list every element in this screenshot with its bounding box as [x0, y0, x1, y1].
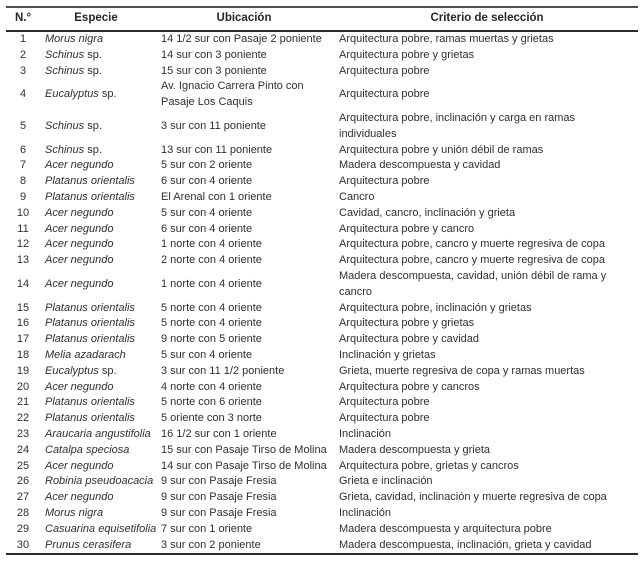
- cell-ubicacion: 4 norte con 4 oriente: [161, 380, 262, 393]
- cell-ubicacion: 9 sur con Pasaje Fresia: [161, 491, 277, 504]
- cell-ubicacion: 14 1/2 sur con Pasaje 2 poniente: [161, 33, 322, 45]
- species-suffix: sp.: [98, 88, 117, 101]
- species-name-italic: Casuarina equisetifolia: [45, 522, 157, 535]
- species-name-italic: Schinus: [45, 143, 85, 156]
- cell-numero: 28: [16, 506, 30, 519]
- cell-ubicacion: 5 sur con 4 oriente: [161, 348, 253, 361]
- cell-numero: 24: [16, 443, 30, 456]
- table-row: [6, 48, 638, 64]
- cell-criterio: Cavidad, cancro, inclinación y grieta: [339, 206, 516, 219]
- cell-numero: 5: [19, 119, 27, 132]
- cell-ubicacion: 5 oriente con 3 norte: [161, 412, 262, 425]
- cell-ubicacion: 9 sur con Pasaje Fresia: [161, 475, 277, 488]
- species-suffix: sp.: [98, 364, 117, 377]
- cell-criterio: Madera descompuesta y grieta: [339, 443, 491, 456]
- cell-especie: [40, 332, 152, 348]
- table-row: [6, 395, 638, 411]
- cell-numero: 26: [16, 475, 30, 488]
- species-name-italic: Platanus orientalis: [45, 396, 135, 409]
- cell-numero: 1: [19, 33, 27, 45]
- cell-especie: [40, 506, 152, 522]
- cell-ubicacion: 6 sur con 4 oriente: [161, 222, 253, 235]
- table-row: [6, 316, 638, 332]
- cell-criterio: Madera descompuesta y arquitectura pobre: [339, 522, 552, 535]
- cell-criterio: Arquitectura pobre y cancros: [339, 380, 480, 393]
- species-name-italic: Acer negundo: [45, 491, 114, 504]
- species-name-italic: Acer negundo: [45, 277, 114, 290]
- cell-numero: 17: [16, 333, 30, 346]
- cell-especie: [40, 301, 152, 317]
- cell-especie: [40, 174, 152, 190]
- table-row: [6, 506, 638, 522]
- cell-criterio: Arquitectura pobre, ramas muertas y grietas: [339, 33, 554, 45]
- cell-especie: [40, 474, 152, 490]
- species-name-italic: Morus nigra: [45, 506, 104, 519]
- cell-especie: [40, 380, 152, 396]
- cell-ubicacion: 9 sur con Pasaje Fresia: [161, 506, 277, 519]
- species-name-italic: Acer negundo: [45, 380, 114, 393]
- cell-ubicacion: 5 sur con 2 oriente: [161, 159, 253, 172]
- cell-especie: [40, 538, 152, 555]
- species-suffix: sp.: [84, 48, 102, 61]
- cell-especie: [40, 31, 152, 48]
- table-row: [6, 190, 638, 206]
- cell-criterio: Arquitectura pobre y grietas: [339, 48, 475, 61]
- table-row: [6, 237, 638, 253]
- cell-ubicacion: 15 sur con 3 poniente: [161, 64, 267, 77]
- cell-criterio: Arquitectura pobre y grietas: [339, 317, 475, 330]
- table-row: [6, 538, 638, 555]
- cell-especie: [40, 395, 152, 411]
- cell-ubicacion: 5 sur con 4 oriente: [161, 206, 253, 219]
- cell-numero: 6: [19, 143, 27, 156]
- cell-criterio: Arquitectura pobre y cancro: [339, 222, 475, 235]
- cell-criterio: Arquitectura pobre y unión débil de ramas: [339, 143, 544, 156]
- species-name-italic: Melia azadarach: [45, 348, 126, 361]
- table-row: [6, 443, 638, 459]
- species-name-italic: Schinus: [45, 119, 85, 132]
- cell-especie: [40, 143, 152, 159]
- cell-criterio: Arquitectura pobre: [339, 64, 430, 77]
- cell-numero: 27: [16, 491, 30, 504]
- table-row: [6, 301, 638, 317]
- table-row: [6, 79, 638, 111]
- cell-especie: [40, 411, 152, 427]
- species-name-italic: Acer negundo: [45, 459, 114, 472]
- cell-numero: 14: [16, 277, 30, 290]
- cell-criterio: Arquitectura pobre: [339, 396, 430, 409]
- cell-especie: [40, 253, 152, 269]
- species-name-italic: Prunus cerasifera: [45, 538, 132, 551]
- species-name-italic: Acer negundo: [45, 254, 114, 267]
- cell-especie: [40, 348, 152, 364]
- table-row: [6, 411, 638, 427]
- table-row: [6, 253, 638, 269]
- cell-numero: 16: [16, 317, 30, 330]
- cell-numero: 19: [16, 364, 30, 377]
- species-name-italic: Acer negundo: [45, 222, 114, 235]
- column-header-especie: Especie: [40, 7, 152, 31]
- cell-especie: [40, 443, 152, 459]
- tree-selection-criteria-table: [6, 6, 638, 555]
- cell-ubicacion: 1 norte con 4 oriente: [161, 238, 262, 251]
- cell-ubicacion: 3 sur con 2 poniente: [161, 538, 261, 551]
- cell-numero: 2: [19, 48, 27, 61]
- cell-ubicacion: 13 sur con 11 poniente: [161, 143, 273, 156]
- cell-ubicacion: 5 norte con 4 oriente: [161, 317, 262, 330]
- table-row: [6, 111, 638, 143]
- species-name-italic: Schinus: [45, 48, 85, 61]
- species-name-italic: Catalpa speciosa: [45, 443, 130, 456]
- table-row: [6, 158, 638, 174]
- header-row: [6, 7, 638, 31]
- cell-ubicacion: 3 sur con 11 poniente: [161, 119, 266, 132]
- cell-especie: [40, 48, 152, 64]
- column-header-criterio: Criterio de selección: [336, 7, 638, 31]
- cell-especie: [40, 79, 152, 111]
- cell-numero: 22: [16, 412, 30, 425]
- cell-especie: [40, 364, 152, 380]
- cell-ubicacion: Av. Ignacio Carrera Pinto con Pasaje Los Caquis: [161, 80, 304, 109]
- cell-numero: 20: [16, 380, 30, 393]
- cell-ubicacion: 14 sur con Pasaje Tirso de Molina: [161, 459, 327, 472]
- cell-criterio: Arquitectura pobre: [339, 88, 430, 101]
- species-name-italic: Platanus orientalis: [45, 301, 135, 314]
- cell-especie: [40, 269, 152, 301]
- cell-criterio: Arquitectura pobre, cancro y muerte regresiva de copa: [339, 238, 605, 251]
- table-row: [6, 474, 638, 490]
- cell-criterio: Inclinación: [339, 506, 391, 519]
- cell-criterio: Madera descompuesta, cavidad, unión débil de rama y cancro: [339, 269, 607, 298]
- cell-numero: 10: [16, 206, 30, 219]
- cell-ubicacion: 1 norte con 4 oriente: [161, 277, 262, 290]
- species-name-italic: Platanus orientalis: [45, 175, 135, 188]
- cell-numero: 13: [16, 254, 30, 267]
- cell-especie: [40, 206, 152, 222]
- table-row: [6, 522, 638, 538]
- species-name-italic: Platanus orientalis: [45, 190, 135, 203]
- table-row: [6, 143, 638, 159]
- cell-numero: 11: [17, 222, 29, 235]
- cell-criterio: Grieta, cavidad, inclinación y muerte regresiva de copa: [339, 491, 607, 504]
- cell-criterio: Arquitectura pobre, inclinación y grietas: [339, 301, 532, 314]
- cell-numero: 12: [16, 238, 30, 251]
- cell-numero: 15: [16, 301, 30, 314]
- species-name-italic: Acer negundo: [45, 238, 114, 251]
- cell-criterio: Arquitectura pobre, cancro y muerte regresiva de copa: [339, 254, 605, 267]
- table-row: [6, 459, 638, 475]
- table-body: [6, 31, 638, 554]
- cell-criterio: Inclinación y grietas: [339, 348, 436, 361]
- table-row: [6, 64, 638, 80]
- cell-numero: 30: [16, 538, 30, 551]
- cell-criterio: Madera descompuesta, inclinación, grieta y cavidad: [339, 538, 592, 551]
- table-row: [6, 380, 638, 396]
- species-name-italic: Platanus orientalis: [45, 333, 135, 346]
- species-name-italic: Eucalyptus: [45, 88, 99, 101]
- cell-numero: 23: [16, 427, 30, 440]
- cell-ubicacion: 3 sur con 11 1/2 poniente: [161, 364, 285, 377]
- cell-numero: 25: [16, 459, 30, 472]
- cell-ubicacion: 9 norte con 5 oriente: [161, 333, 262, 346]
- species-name-italic: Morus nigra: [45, 33, 104, 45]
- cell-numero: 8: [19, 175, 27, 188]
- cell-numero: 29: [16, 522, 30, 535]
- cell-criterio: Grieta, muerte regresiva de copa y ramas muertas: [339, 364, 585, 377]
- cell-criterio: Arquitectura pobre, grietas y cancros: [339, 459, 519, 472]
- cell-numero: 7: [19, 159, 27, 172]
- species-name-italic: Robinia pseudoacacia: [45, 475, 154, 488]
- table-row: [6, 269, 638, 301]
- cell-numero: 21: [16, 396, 30, 409]
- cell-especie: [40, 190, 152, 206]
- cell-criterio: Grieta e inclinación: [339, 475, 433, 488]
- table-row: [6, 364, 638, 380]
- cell-especie: [40, 316, 152, 332]
- cell-especie: [40, 427, 152, 443]
- cell-criterio: Inclinación: [339, 427, 391, 440]
- cell-especie: [40, 522, 157, 538]
- cell-ubicacion: El Arenal con 1 oriente: [161, 190, 272, 203]
- species-name-italic: Acer negundo: [45, 159, 114, 172]
- cell-criterio: Arquitectura pobre, inclinación y carga en ramas individuales: [339, 111, 576, 140]
- column-header-numero: N.°: [6, 7, 40, 31]
- species-name-italic: Eucalyptus: [45, 364, 99, 377]
- table-row: [6, 332, 638, 348]
- cell-ubicacion: 5 norte con 6 oriente: [161, 396, 262, 409]
- cell-especie: [40, 490, 152, 506]
- cell-numero: 4: [19, 88, 27, 101]
- species-suffix: sp.: [84, 119, 102, 132]
- cell-criterio: Arquitectura pobre: [339, 412, 430, 425]
- cell-ubicacion: 6 sur con 4 oriente: [161, 175, 253, 188]
- cell-especie: [40, 111, 152, 143]
- table-row: [6, 427, 638, 443]
- cell-ubicacion: 16 1/2 sur con 1 oriente: [161, 427, 277, 440]
- cell-ubicacion: 15 sur con Pasaje Tirso de Molina: [161, 443, 327, 456]
- table-row: [6, 222, 638, 238]
- cell-especie: [40, 222, 152, 238]
- cell-numero: 3: [19, 64, 27, 77]
- species-name-italic: Platanus orientalis: [45, 412, 135, 425]
- species-name-italic: Araucaria angustifolia: [45, 427, 151, 440]
- column-header-ubicacion: Ubicación: [152, 7, 336, 31]
- cell-numero: 18: [16, 348, 30, 361]
- cell-numero: 9: [19, 190, 27, 203]
- cell-especie: [40, 158, 152, 174]
- cell-especie: [40, 64, 152, 80]
- cell-especie: [40, 459, 152, 475]
- cell-ubicacion: 2 norte con 4 oriente: [161, 254, 262, 267]
- cell-ubicacion: 14 sur con 3 poniente: [161, 48, 267, 61]
- species-name-italic: Schinus: [45, 64, 85, 77]
- cell-especie: [40, 237, 152, 253]
- cell-criterio: Arquitectura pobre: [339, 175, 430, 188]
- table-row: [6, 31, 638, 48]
- cell-criterio: Madera descompuesta y cavidad: [339, 159, 501, 172]
- species-suffix: sp.: [84, 64, 102, 77]
- table-row: [6, 174, 638, 190]
- cell-ubicacion: 7 sur con 1 oriente: [161, 522, 253, 535]
- cell-criterio: Arquitectura pobre y cavidad: [339, 333, 480, 346]
- table-row: [6, 490, 638, 506]
- table-row: [6, 206, 638, 222]
- species-name-italic: Platanus orientalis: [45, 317, 135, 330]
- species-suffix: sp.: [84, 143, 102, 156]
- cell-ubicacion: 5 norte con 4 oriente: [161, 301, 262, 314]
- cell-criterio: Cancro: [339, 190, 375, 203]
- table-row: [6, 348, 638, 364]
- species-name-italic: Acer negundo: [45, 206, 114, 219]
